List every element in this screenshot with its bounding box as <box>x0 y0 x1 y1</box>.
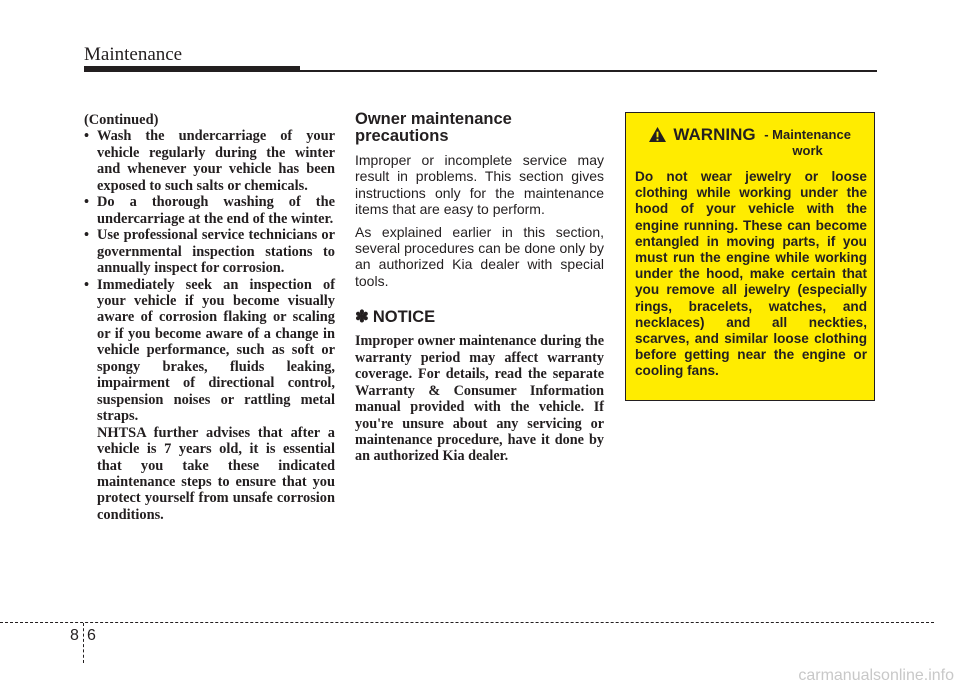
footer-divider <box>83 623 84 663</box>
list-item-text: Immediately seek an inspection of your vehicle if you become visually aware of corrosion flaking or scaling or if you become aware of a change in vehicle performance, such as soft or spongy brakes, fluids leaking, impairment of directional control, suspension noises or rattling metal straps. <box>97 276 335 425</box>
bullet-icon: • <box>84 227 90 244</box>
warning-subtitle: - Maintenance work <box>764 127 851 158</box>
bullet-icon: • <box>84 194 90 211</box>
warning-box <box>625 112 875 401</box>
owner-maintenance-heading: Owner maintenance precautions <box>355 110 512 145</box>
list-item <box>84 128 335 194</box>
notice-heading <box>355 307 604 327</box>
list-item <box>84 227 335 276</box>
page-number: 6 <box>87 627 96 644</box>
dealer-paragraph: As explained earlier in this section, several procedures can be done only by an authorized Kia dealer with special tools. <box>355 223 604 289</box>
section-title: Maintenance <box>84 44 183 65</box>
list-item-text: Use professional service technicians or governmental inspection stations to annually inspect for corrosion. <box>97 227 335 277</box>
warning-header <box>635 125 867 159</box>
left-column <box>84 112 335 523</box>
header-rule-thick <box>84 66 300 72</box>
warning-text: Do not wear jewelry or loose clothing while working under the hood of your vehicle with the engine running. These can become entangled in moving parts, if you must run the engine while working under the hood, make certain that you remove all jewelry (especially rings, bracelets, watches, and necklaces) and all neckties, scarves, and similar loose clothing before getting near the engine or cooling fans. <box>635 169 867 379</box>
list-item-text: Do a thorough washing of the undercarriage at the end of the winter. <box>97 194 335 227</box>
header-rule-thin <box>300 70 877 72</box>
notice-star-icon: ✽ <box>355 308 369 327</box>
chapter-number: 8 <box>70 627 79 644</box>
corrosion-bullet-list <box>84 128 335 424</box>
footer-rule <box>0 622 934 623</box>
notice-label: NOTICE <box>372 308 436 327</box>
nhtsa-paragraph: NHTSA further advises that after a vehicle is 7 years old, it is essential that you take these indicated maintenance steps to ensure that you protect yourself from unsafe corrosion conditions. <box>97 424 335 523</box>
list-item-text: Wash the undercarriage of your vehicle regularly during the winter and whenever your vehicle has been exposed to such salts or chemicals. <box>97 128 335 194</box>
intro-paragraph: Improper or incomplete service may result in problems. This section gives instructions only for the maintenance items that are easy to perform. <box>355 152 604 218</box>
notice-text: Improper owner maintenance during the warranty period may affect warranty coverage. For details, read the separate Warranty & Consumer Information manual provided with the vehicle. If you're unsure about any servicing or maintenance procedure, have it done by an authorized Kia dealer. <box>355 333 604 465</box>
watermark: carmanualsonline.info <box>798 667 954 684</box>
list-item <box>84 277 335 425</box>
warning-triangle-icon <box>648 126 667 143</box>
continued-label: (Continued) <box>84 112 159 128</box>
warning-label: WARNING <box>673 125 756 144</box>
middle-column <box>355 111 604 465</box>
bullet-icon: • <box>84 276 90 293</box>
list-item <box>84 194 335 227</box>
bullet-icon: • <box>84 128 90 145</box>
